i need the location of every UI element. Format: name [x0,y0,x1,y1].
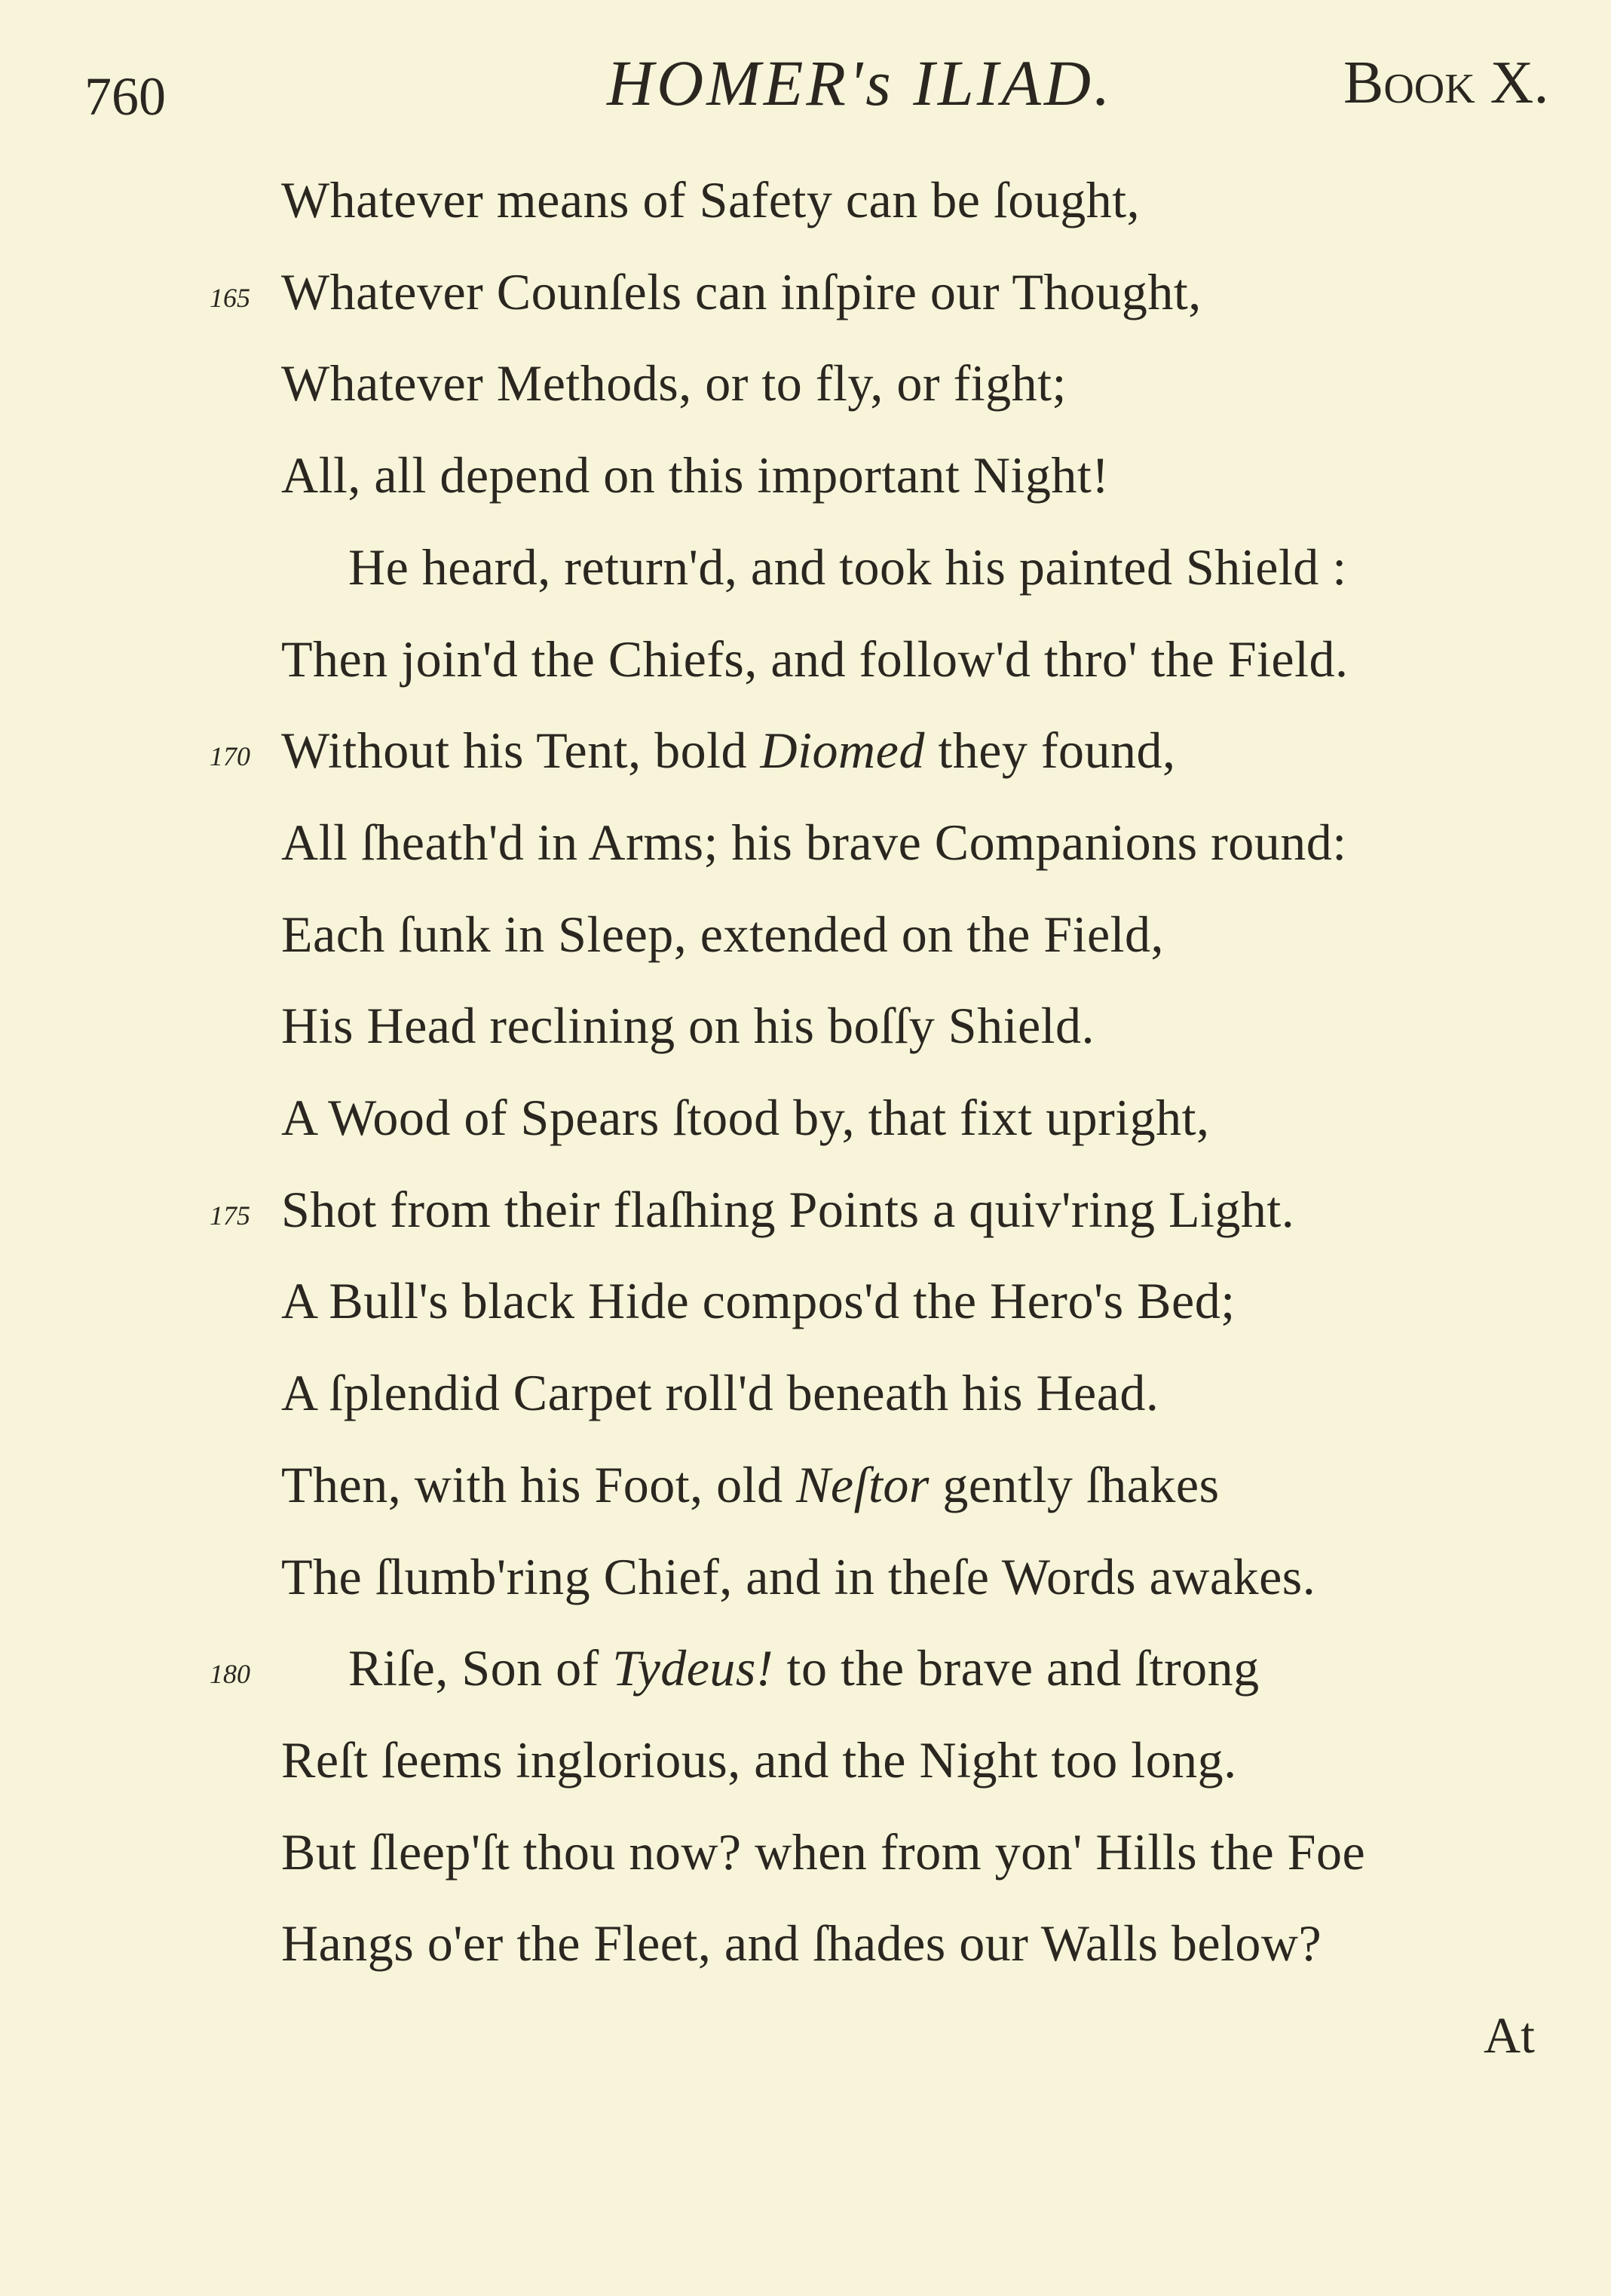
verse-line: A Bull's black Hide compos'd the Hero's Bed; [281,1272,1236,1330]
verse-line: A Wood of Spears ſtood by, that fixt upright, [281,1089,1210,1146]
line-number: 180 [210,1659,250,1690]
line-number: 170 [210,741,250,772]
line-number: 165 [210,282,250,313]
verse-text: Riſe, Son of [348,1639,613,1697]
verse-line: Whatever Methods, or to fly, or fight; [281,354,1067,412]
book-label: Book X. [1343,50,1549,116]
verse-line: Shot from their flaſhing Points a quiv'ring Light. [281,1180,1295,1238]
verse-line: But ſleep'ſt thou now? when from yon' Hills the Foe [281,1822,1366,1881]
verse-line: All ſheath'd in Arms; his brave Companions round: [281,813,1347,871]
page-number: 760 [84,66,166,127]
verse-line [281,720,1176,780]
verse-line: He heard, return'd, and took his painted Shield : [348,538,1347,596]
verse-line: Whatever Counſels can inſpire our Thought, [281,262,1202,320]
verse-text: they found, [924,722,1176,780]
italic-name: Diomed [760,722,925,780]
verse-line: Each ſunk in Sleep, extended on the Field, [281,905,1165,963]
line-number: 175 [210,1200,250,1231]
verse-line: Reſt ſeems inglorious, and the Night too long. [281,1730,1237,1789]
verse-text: Without his Tent, bold [281,722,761,780]
verse-line: His Head reclining on his boſſy Shield. [281,997,1095,1055]
verse-line: All, all depend on this important Night! [281,446,1110,504]
running-title: HOMER's ILIAD. [607,47,1113,119]
verse-text: to the brave and ſtrong [773,1639,1260,1697]
verse-line: A ſplendid Carpet roll'd beneath his Head. [281,1364,1159,1422]
verse-text: Then, with his Foot, old [281,1455,797,1513]
verse-line [348,1638,1260,1698]
verse-line: Then join'd the Chiefs, and follow'd thro' the Field. [281,630,1349,688]
verse-text: gently ſhakes [929,1455,1220,1513]
verse-line [281,1455,1220,1515]
italic-name: Neſtor [796,1455,930,1513]
verse-line: Hangs o'er the Fleet, and ſhades our Walls below? [281,1914,1322,1973]
verse-line: Whatever means of Safety can be ſought, [281,171,1141,228]
catchword: At [1484,2006,1535,2064]
italic-name: Tydeus! [612,1639,774,1697]
verse-line: The ſlumb'ring Chief, and in theſe Words awakes. [281,1547,1316,1605]
